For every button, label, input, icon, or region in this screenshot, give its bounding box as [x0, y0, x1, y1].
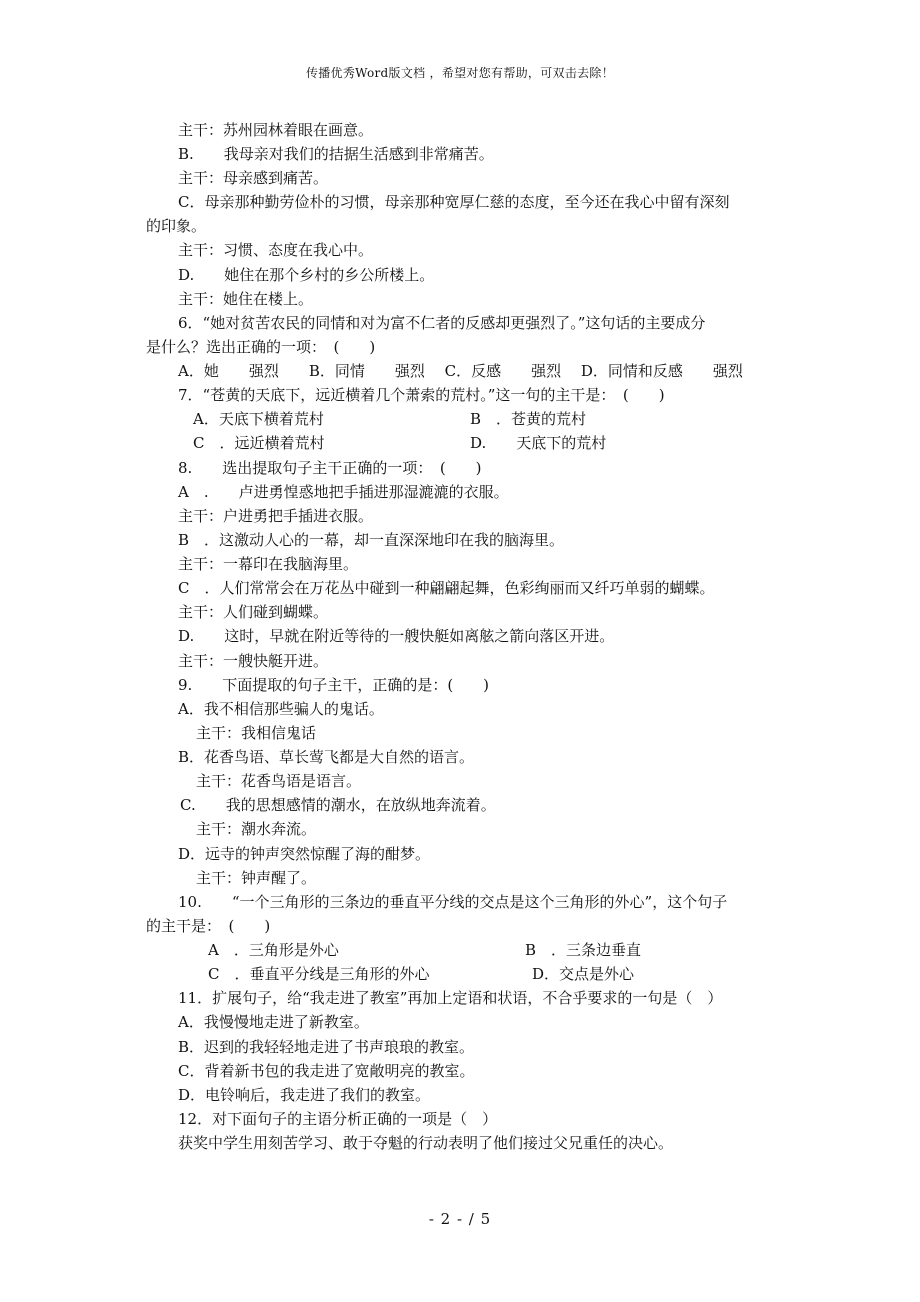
text-line: 主干：我相信鬼话 — [196, 724, 317, 742]
text-line: C ．人们常常会在万花丛中碰到一种翩翩起舞，色彩绚丽而又纤巧单弱的蝴蝶。 — [178, 579, 715, 597]
text-line: 9. 下面提取的句子主干，正确的是：( ) — [178, 676, 490, 694]
text-line: D．远寺的钟声突然惊醒了海的酣梦。 — [178, 845, 431, 863]
text-line: B ．这激动人心的一幕，却一直深深地印在我的脑海里。 — [178, 531, 565, 549]
text-line: B．迟到的我轻轻地走进了书声琅琅的教室。 — [178, 1038, 475, 1056]
text-line: C ．远近横着荒村 — [193, 434, 325, 452]
text-line: A ．三角形是外心 — [208, 941, 339, 959]
text-line: B．花香鸟语、草长莺飞都是大自然的语言。 — [178, 748, 475, 766]
text-line: A．天底下横着荒村 — [193, 410, 324, 428]
text-line: 主干：苏州园林着眼在画意。 — [178, 121, 374, 139]
text-line: 12．对下面句子的主语分析正确的一项是（ ） — [178, 1110, 498, 1128]
text-line: D．电铃响后，我走进了我们的教室。 — [178, 1086, 431, 1104]
text-line: 8. 选出提取句子主干正确的一项： ( ) — [178, 459, 482, 477]
text-line: D. 天底下的荒村 — [470, 434, 607, 452]
text-line: 主干：花香鸟语是语言。 — [196, 772, 362, 790]
text-line: 的主干是： ( ) — [146, 917, 271, 935]
text-line: 主干：户进勇把手插进衣服。 — [178, 507, 374, 525]
text-line: 主干：人们碰到蝴蝶。 — [178, 603, 329, 621]
text-line: B ．苍黄的荒村 — [470, 410, 587, 428]
text-line: A．我不相信那些骗人的鬼话。 — [178, 700, 384, 718]
text-line: 11．扩展句子，给“我走进了教室”再加上定语和状语，不合乎要求的一句是（ ） — [178, 989, 723, 1007]
text-line: D. 她住在那个乡村的乡公所楼上。 — [178, 266, 435, 284]
text-line: C. 我的思想感情的潮水，在放纵地奔流着。 — [180, 796, 496, 814]
text-line: 主干：习惯、态度在我心中。 — [178, 241, 374, 259]
text-line: 的印象。 — [146, 217, 207, 235]
text-line: 是什么？选出正确的一项： ( ) — [146, 338, 376, 356]
text-line: 主干：钟声醒了。 — [196, 869, 317, 887]
text-line: C．母亲那种勤劳俭朴的习惯，母亲那种宽厚仁慈的态度，至今还在我心中留有深刻 — [178, 193, 730, 211]
text-line: B ．三条边垂直 — [525, 941, 642, 959]
text-line: A．我慢慢地走进了新教室。 — [178, 1013, 369, 1031]
text-line: D. 这时，早就在附近等待的一艘快艇如离舷之箭向落区开进。 — [178, 627, 615, 645]
text-line: 主干：潮水奔流。 — [196, 820, 317, 838]
page-number: - 2 - / 5 — [428, 1210, 492, 1228]
text-line: 主干：她住在楼上。 — [178, 290, 314, 308]
page-header: 传播优秀Word版文档 ，希望对您有帮助，可双击去除！ — [305, 66, 615, 80]
text-line: 10. “一个三角形的三条边的垂直平分线的交点是这个三角形的外心”，这个句子 — [178, 893, 728, 911]
text-line: A . 卢进勇惶惑地把手插进那湿漉漉的衣服。 — [178, 483, 509, 501]
text-line: 获奖中学生用刻苦学习、敢于夺魁的行动表明了他们接过父兄重任的决心。 — [178, 1134, 674, 1152]
text-line: A．她 强烈 B．同情 强烈 C．反感 强烈 D．同情和反感 强烈 — [178, 362, 743, 380]
text-line: C．背着新书包的我走进了宽敞明亮的教室。 — [178, 1062, 475, 1080]
text-line: 主干：一艘快艇开进。 — [178, 652, 329, 670]
text-line: 主干：母亲感到痛苦。 — [178, 169, 329, 187]
text-line: C ．垂直平分线是三角形的外心 — [208, 965, 430, 983]
text-line: B. 我母亲对我们的拮据生活感到非常痛苦。 — [178, 145, 494, 163]
text-line: D．交点是外心 — [532, 965, 635, 983]
text-line: 主干：一幕印在我脑海里。 — [178, 555, 359, 573]
text-line: 6．“她对贫苦农民的同情和对为富不仁者的反感却更强烈了。”这句话的主要成分 — [178, 314, 706, 332]
text-line: 7．“苍黄的天底下，远近横着几个萧索的荒村。”这一句的主干是： ( ) — [178, 386, 665, 404]
